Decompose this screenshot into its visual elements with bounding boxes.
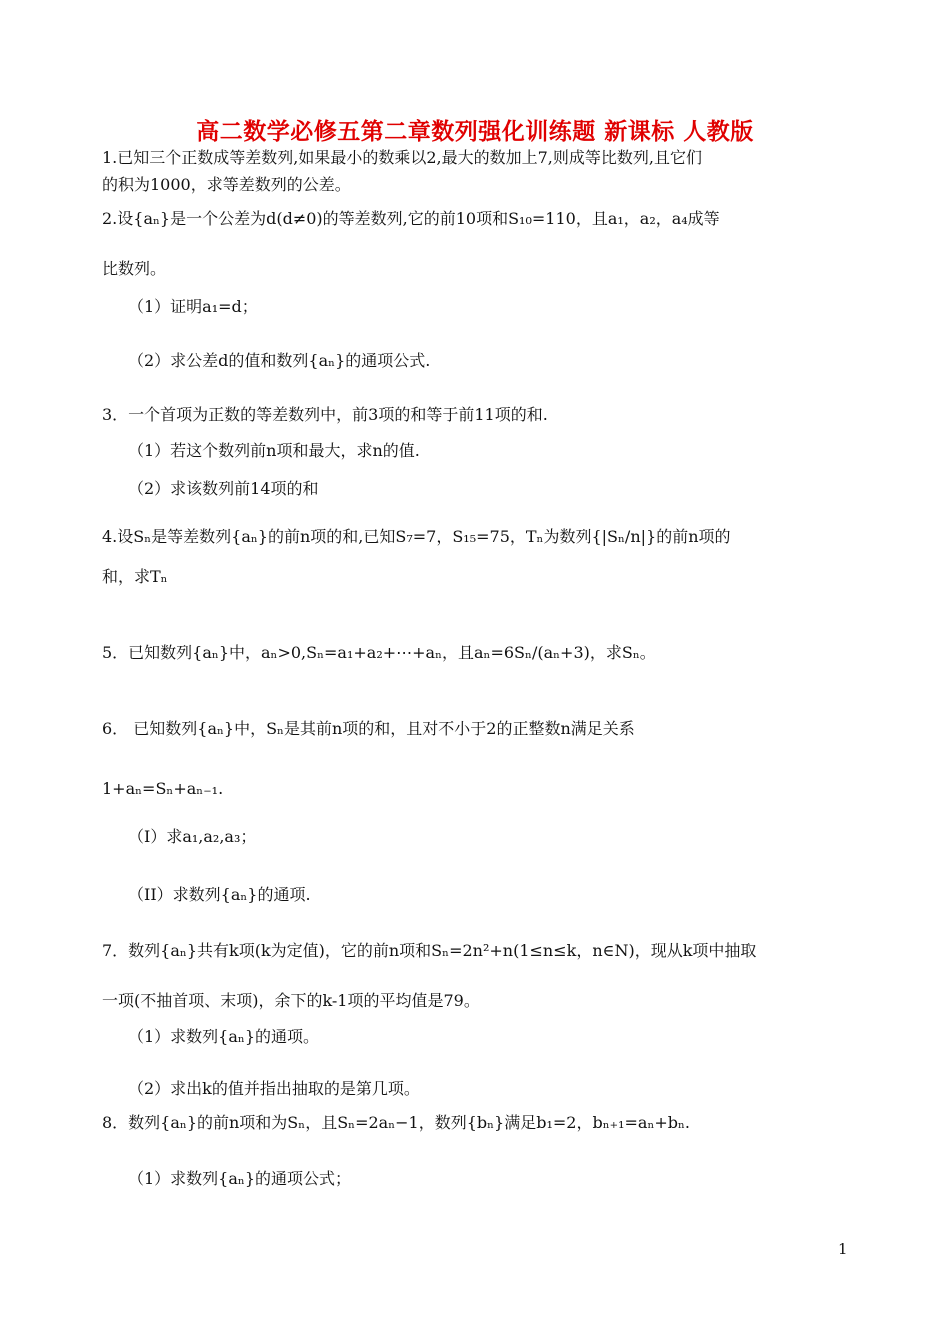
problem-6-part-2: （II）求数列{aₙ}的通项. <box>128 885 311 904</box>
page-number: 1 <box>838 1240 848 1258</box>
problem-7-part-2: （2）求出k的值并指出抽取的是第几项。 <box>128 1079 420 1098</box>
problem-8-part-1: （1）求数列{aₙ}的通项公式； <box>128 1169 352 1188</box>
problem-6-line-2: 1+aₙ=Sₙ+aₙ₋₁. <box>102 779 224 798</box>
problem-7-line-2: 一项(不抽首项、末项)，余下的k-1项的平均值是79。 <box>102 991 480 1010</box>
problem-3-line-1: 3．一个首项为正数的等差数列中，前3项的和等于前11项的和. <box>102 405 548 424</box>
problem-2-part-1: （1）证明a₁=d； <box>128 297 258 316</box>
document-title: 高二数学必修五第二章数列强化训练题 新课标 人教版 <box>196 118 754 145</box>
problem-6-part-1: （I）求a₁,a₂,a₃； <box>128 827 257 846</box>
problem-1-line-2: 的积为1000，求等差数列的公差。 <box>102 175 351 194</box>
problem-2-part-2: （2）求公差d的值和数列{aₙ}的通项公式. <box>128 351 431 370</box>
problem-4-line-1: 4.设Sₙ是等差数列{aₙ}的前n项的和,已知S₇=7，S₁₅=75，Tₙ为数列{|Sₙ/n|}的前n项的 <box>102 527 731 546</box>
problem-3-part-2: （2）求该数列前14项的和 <box>128 479 319 498</box>
problem-2-line-2: 比数列。 <box>102 259 167 278</box>
problem-5-line-1: 5．已知数列{aₙ}中，aₙ>0,Sₙ=a₁+a₂+⋯+aₙ，且aₙ=6Sₙ/(aₙ+3)，求Sₙ。 <box>102 643 656 662</box>
problem-7-line-1: 7．数列{aₙ}共有k项(k为定值)，它的前n项和Sₙ=2n²+n(1≤n≤k，n∈N)，现从k项中抽取 <box>102 941 757 960</box>
problem-7-part-1: （1）求数列{aₙ}的通项。 <box>128 1027 320 1046</box>
problem-4-line-2: 和，求Tₙ <box>102 567 168 586</box>
problem-8-line-1: 8．数列{aₙ}的前n项和为Sₙ，且Sₙ=2aₙ−1，数列{bₙ}满足b₁=2，bₙ₊₁=aₙ+bₙ. <box>102 1113 691 1132</box>
problem-3-part-1: （1）若这个数列前n项和最大，求n的值. <box>128 441 420 460</box>
problem-6-line-1: 6． 已知数列{aₙ}中，Sₙ是其前n项的和，且对不小于2的正整数n满足关系 <box>102 719 635 738</box>
problem-1-line-1: 1.已知三个正数成等差数列,如果最小的数乘以2,最大的数加上7,则成等比数列,且它们 <box>102 148 702 167</box>
problem-2-line-1: 2.设{aₙ}是一个公差为d(d≠0)的等差数列,它的前10项和S₁₀=110，且a₁，a₂，a₄成等 <box>102 209 720 228</box>
